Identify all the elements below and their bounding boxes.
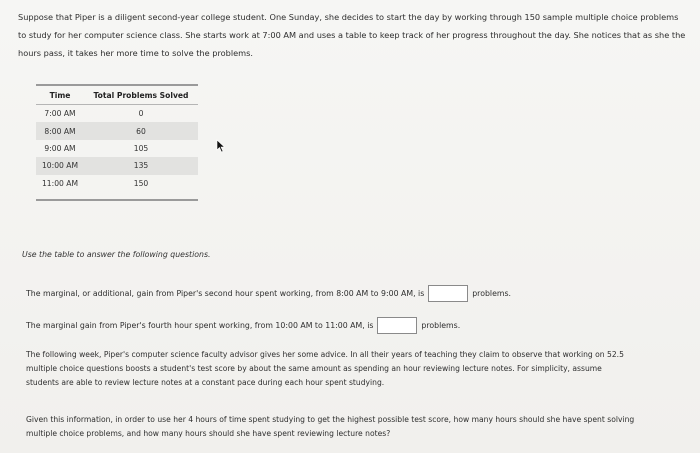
cell-solved: 0 (138, 109, 144, 119)
mouse-pointer-icon (216, 139, 226, 153)
table-row (36, 175, 198, 192)
header-time: Time (49, 90, 71, 100)
cell-time: 9:00 AM (44, 143, 76, 153)
table-row (36, 140, 198, 157)
question-2-answer-input[interactable] (377, 317, 417, 334)
intro-paragraph (18, 8, 686, 62)
cell-solved: 150 (133, 178, 149, 188)
question-1-suffix: problems. (472, 289, 512, 298)
data-table (36, 86, 198, 192)
cell-time: 11:00 AM (41, 178, 79, 188)
question-2-prefix: The marginal gain from Piper's fourth hour spent working, from 10:00 AM to 11:00 AM, is (26, 321, 374, 330)
instruction-text: Use the table to answer the following questions. (22, 250, 211, 259)
table-row (36, 157, 198, 174)
question-2-suffix: problems. (421, 321, 461, 330)
table-row (36, 105, 198, 122)
question-2 (26, 317, 460, 334)
cell-solved: 105 (133, 143, 149, 153)
question-text: Given this information, in order to use her 4 hours of time spent studying to get the highest possible test score, how many hours should she have spent solving multiple choice problems, and how many hours should she have spent reviewing lecture notes? (26, 415, 635, 438)
cell-solved: 135 (84, 157, 198, 174)
table-bottom-rule (36, 199, 198, 201)
header-total-problems-solved: Total Problems Solved (93, 90, 189, 100)
advice-paragraph (26, 348, 636, 390)
question-1 (26, 285, 511, 302)
table-row (36, 122, 198, 139)
cell-time: 10:00 AM (36, 157, 84, 174)
cell-solved: 60 (84, 122, 198, 139)
intro-text: Suppose that Piper is a diligent second-year college student. One Sunday, she decides to start the day by working through 150 sample multiple choice problems to study for her computer science class. She starts work at 7:00 AM and uses a table to keep track of her progress throughout the day. She notices that as she the hours pass, it takes her more time to solve the problems. (18, 12, 686, 58)
question-1-prefix: The marginal, or additional, gain from Piper's second hour spent working, from 8:00 AM to 9:00 AM, is (26, 289, 425, 298)
cell-time: 7:00 AM (44, 109, 76, 119)
progress-table (36, 84, 198, 201)
advice-text: The following week, Piper's computer science faculty advisor gives her some advice. In all their years of teaching they claim to observe that working on 52.5 multiple choice questions boosts a student's test score by about the same amount as spending an hour reviewing lecture notes. For simplicity, assume students are able to review lecture notes at a constant pace during each hour spent studying. (26, 350, 624, 387)
table-spacer (36, 192, 198, 199)
question-1-answer-input[interactable] (428, 285, 468, 302)
cell-time: 8:00 AM (36, 122, 84, 139)
question-paragraph (26, 413, 636, 441)
table-header-row (36, 86, 198, 104)
